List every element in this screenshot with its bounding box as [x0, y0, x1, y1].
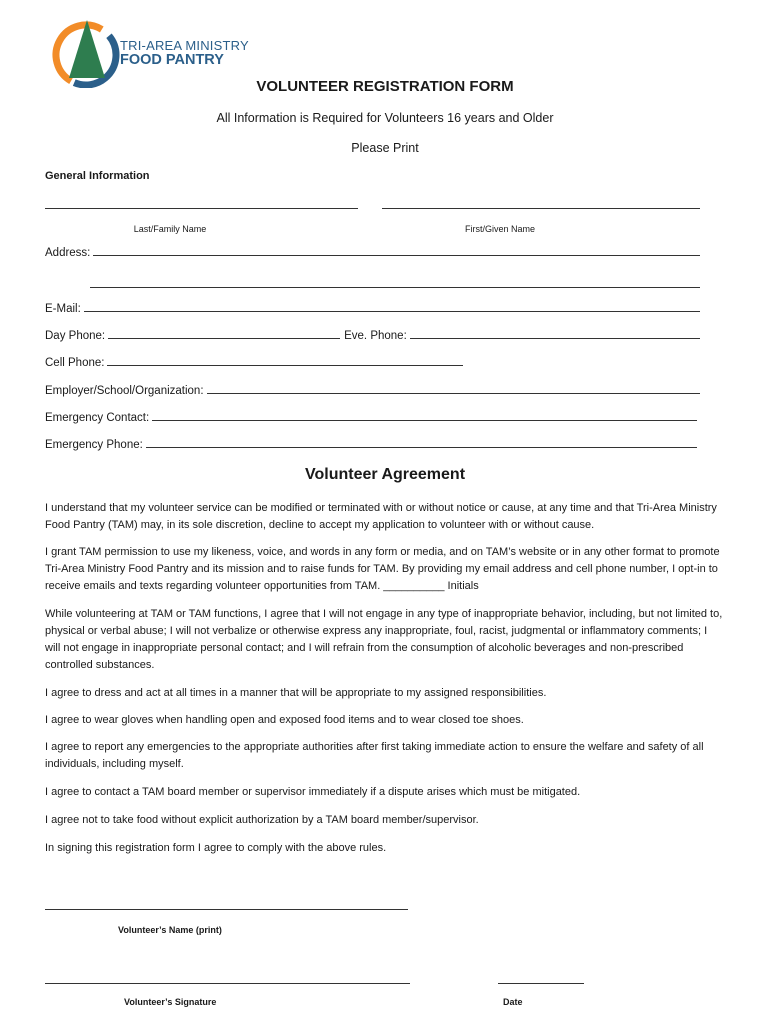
email-row: [45, 303, 700, 315]
emergency-phone-row: [45, 439, 697, 451]
eve-phone-field[interactable]: [410, 338, 700, 339]
logo-text-line2: FOOD PANTRY: [120, 52, 224, 68]
agreement-paragraph: While volunteering at TAM or TAM functions, I agree that I will not engage in any type of inappropriate behavior, including, but not limited to, physical or verbal abuse; I will not verbalize or otherwise express any inappropriate, foul, racist, judgmental or inflammatory comments; I will not engage in inappropriate personal contact; and I will refrain from the consumption of alcoholic beverages and non-prescribed controlled substances.: [45, 608, 723, 671]
first-name-field[interactable]: [382, 208, 700, 209]
first-name-caption: First/Given Name: [464, 224, 535, 234]
agreement-paragraph: I agree to report any emergencies to the appropriate authorities after first taking immediate action to ensure the welfare and safety of all individuals, including myself.: [45, 741, 704, 770]
address-field[interactable]: [93, 255, 700, 256]
emergency-phone-field[interactable]: [146, 447, 697, 448]
employer-label: Employer/School/Organization:: [45, 385, 204, 397]
volunteer-name-caption: Volunteer’s Name (print): [118, 925, 222, 935]
address-row: [45, 247, 700, 259]
cell-phone-label: Cell Phone:: [45, 357, 105, 369]
cell-phone-row: [45, 357, 463, 369]
address-label: Address:: [45, 247, 91, 259]
email-field[interactable]: [84, 311, 700, 312]
day-phone-label: Day Phone:: [45, 330, 106, 342]
date-field[interactable]: [498, 983, 584, 984]
logo-text-line1: TRI-AREA MINISTRY: [120, 38, 249, 53]
agreement-title: Volunteer Agreement: [304, 466, 466, 483]
volunteer-signature-caption: Volunteer’s Signature: [124, 997, 217, 1007]
last-name-field[interactable]: [45, 208, 358, 209]
emergency-contact-row: [45, 412, 697, 424]
phone-row: [45, 330, 700, 342]
form-subtitle: All Information is Required for Volunteers 16 years and Older: [216, 111, 554, 125]
agreement-paragraph: I grant TAM permission to use my likeness, voice, and words in any form or media, and on TAM’s website or in any other format to promote Tri-Area Ministry Food Pantry and its mission and to raise funds for TAM. By providing my email address and cell phone number, I opt-in to receive emails and texts regarding volunteer opportunities from TAM. __________ Initials: [45, 546, 720, 592]
form-title: VOLUNTEER REGISTRATION FORM: [256, 78, 514, 95]
agreement-paragraph: I agree to dress and act at all times in a manner that will be appropriate to my assigned responsibilities.: [45, 687, 547, 699]
email-label: E-Mail:: [45, 303, 81, 315]
section-general-information: General Information: [45, 170, 150, 182]
volunteer-signature-field[interactable]: [45, 983, 410, 984]
agreement-paragraph: I agree to wear gloves when handling open and exposed food items and to wear closed toe shoes.: [45, 714, 524, 726]
employer-row: [45, 385, 700, 397]
emergency-contact-label: Emergency Contact:: [45, 412, 150, 424]
print-note: Please Print: [351, 141, 419, 155]
date-caption: Date: [503, 997, 523, 1007]
volunteer-name-field[interactable]: [45, 909, 408, 910]
emergency-phone-label: Emergency Phone:: [45, 439, 143, 451]
agreement-paragraph: I agree not to take food without explicit authorization by a TAM board member/supervisor.: [45, 814, 479, 826]
agreement-paragraph: In signing this registration form I agree to comply with the above rules.: [45, 842, 387, 854]
agreement-paragraph: I agree to contact a TAM board member or supervisor immediately if a dispute arises which must be mitigated.: [45, 786, 581, 798]
pantry-logo-icon: [50, 14, 120, 88]
eve-phone-label: Eve. Phone:: [344, 330, 407, 342]
agreement-paragraph: I understand that my volunteer service can be modified or terminated with or without notice or cause, at any time and that Tri-Area Ministry Food Pantry (TAM) may, in its sole discretion, decline to accept my application to volunteer with or without cause.: [45, 502, 717, 531]
employer-field[interactable]: [207, 393, 700, 394]
emergency-contact-field[interactable]: [152, 420, 697, 421]
last-name-caption: Last/Family Name: [133, 224, 207, 234]
cell-phone-field[interactable]: [107, 365, 463, 366]
address-line-2[interactable]: [90, 287, 700, 288]
day-phone-field[interactable]: [108, 338, 340, 339]
